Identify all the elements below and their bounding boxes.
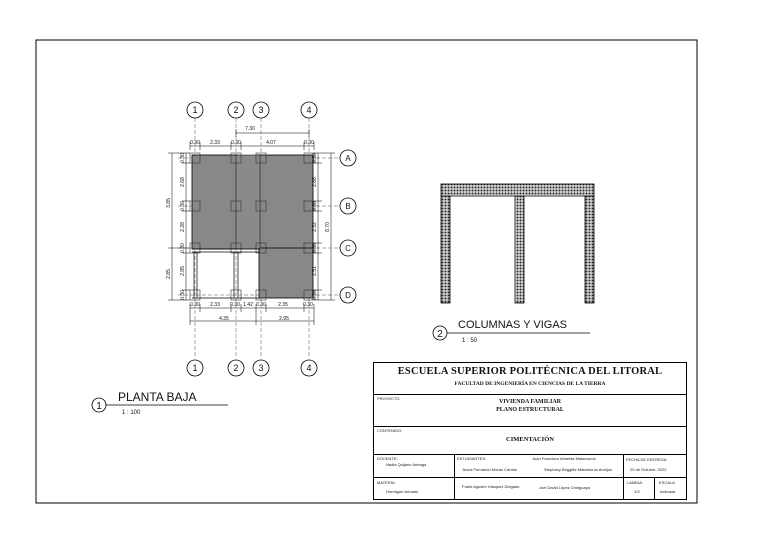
dim-right-1: 2.68 [312, 177, 318, 187]
plan-view-scale: 1 : 100 [122, 410, 141, 416]
dim-left-total-0: 3.85 [166, 198, 172, 208]
floor-plan [92, 102, 356, 416]
dim-bottom-5: 2.35 [278, 302, 288, 308]
grid-bubbles-top [187, 102, 317, 118]
grid-bottom-3: 3 [258, 363, 264, 373]
dim-left-2: 0.30 [180, 201, 186, 211]
column-middle [515, 196, 524, 303]
grid-top-2: 2 [233, 105, 239, 115]
student-2: Juan Francisco Almeida Matamoros [532, 456, 596, 461]
dim-left-5: 2.85 [180, 266, 186, 276]
teacher-value: Nadia Quijano Arteaga [386, 462, 427, 467]
dim-right-0: 0.30 [312, 153, 318, 163]
dim-bottom-total-1: 2.95 [279, 316, 289, 322]
elevation-view-title: COLUMNAS Y VIGAS [458, 319, 568, 331]
students-label: ESTUDIANTES: [457, 456, 487, 461]
top-beam [441, 184, 594, 196]
dim-bottom-2: 0.30 [230, 302, 240, 308]
dim-left-3: 2.28 [180, 222, 186, 232]
dim-right-4: 0.30 [312, 243, 318, 253]
dim-left-total-1: 2.85 [166, 269, 172, 279]
dim-bottom-total-0: 4.35 [219, 316, 229, 322]
dim-bottom-3: 1.42 [243, 302, 253, 308]
dim-top-3: 4.07 [266, 140, 276, 146]
grid-top-1: 1 [192, 105, 198, 115]
project-line2: PLANO ESTRUCTURAL [496, 407, 564, 413]
column-left [441, 196, 450, 303]
slab-strip-2-3 [236, 155, 260, 249]
scale-label: ESCALA: [659, 480, 676, 485]
grid-right-a: A [345, 154, 351, 163]
sheet-label: LAMINA: [627, 480, 644, 485]
elevation-view-number: 2 [437, 329, 443, 340]
grid-top-3: 3 [258, 105, 264, 115]
grid-bubbles-bottom [187, 360, 317, 376]
grid-right-c: C [345, 244, 351, 253]
plan-view-title: PLANTA BAJA [118, 390, 197, 404]
dim-right-total: 8.70 [325, 222, 331, 232]
faculty-name: FACULTAD DE INGENIERÍA EN CIENCIAS DE LA TIERRA [454, 381, 606, 387]
column-right [585, 196, 594, 303]
content-value: CIMENTACIÓN [506, 436, 554, 443]
teacher-label: DOCENTE: [377, 456, 398, 461]
title-block [373, 362, 687, 500]
dim-top-2: 0.30 [231, 140, 241, 146]
dim-bottom-4: 0.30 [256, 302, 266, 308]
dim-left-6: 0.30 [180, 290, 186, 300]
dim-bottom-0: 0.30 [190, 302, 200, 308]
date-label: FECHA DE ENTREGA: [626, 457, 668, 462]
content-label: CONTENIDO: [377, 428, 403, 433]
dim-top-total: 7.30 [245, 126, 255, 132]
grid-bottom-4: 4 [306, 363, 312, 373]
grid-right-d: D [345, 291, 351, 300]
subject-value: Hormigón Armado [386, 489, 419, 494]
dim-right-2: 0.30 [312, 201, 318, 211]
slab-c-d-3-4 [259, 248, 313, 298]
dim-top-4: 0.30 [304, 140, 314, 146]
dim-right-3: 2.32 [312, 222, 318, 232]
project-line1: VIVIENDA FAMILIAR [498, 399, 562, 405]
sheet-value: 1/3 [634, 489, 640, 494]
dim-right-6: 0.30 [312, 290, 318, 300]
grid-bottom-2: 2 [233, 363, 239, 373]
grid-top-4: 4 [306, 105, 312, 115]
project-label: PROYECTO: [377, 396, 401, 401]
dim-top-0: 0.30 [190, 140, 200, 146]
dim-left-0: 0.30 [180, 153, 186, 163]
elevation-columns-beams [433, 184, 594, 344]
grid-bottom-1: 1 [192, 363, 198, 373]
student-4: Frank Agustín Vásquez Delgado [462, 484, 520, 489]
date-value: 20 de Octubre, 2022 [630, 467, 667, 472]
dim-bottom-6: 0.30 [303, 302, 313, 308]
dim-left-4: 0.30 [180, 243, 186, 253]
slab-a-c-3-4 [257, 155, 313, 249]
subject-label: MATERIA: [377, 480, 396, 485]
student-5: Joel David López Chiriguaya [539, 485, 590, 490]
grid-right-b: B [345, 202, 351, 211]
student-1: Jesús Fernando Morán Cantos [462, 467, 517, 472]
elevation-view-scale: 1 : 50 [462, 338, 478, 344]
dim-right-5: 2.51 [312, 266, 318, 276]
dim-bottom-1: 2.33 [210, 302, 220, 308]
scale-value: Indicada [660, 489, 676, 494]
dim-left-1: 2.68 [180, 177, 186, 187]
plan-view-number: 1 [96, 401, 102, 412]
student-3: Stephany Briggitte Matamoros Armijos [544, 467, 613, 472]
institution-name: ESCUELA SUPERIOR POLITÉCNICA DEL LITORAL [397, 366, 663, 377]
dim-top-1: 2.33 [210, 140, 220, 146]
grid-bubbles-right [340, 150, 356, 303]
